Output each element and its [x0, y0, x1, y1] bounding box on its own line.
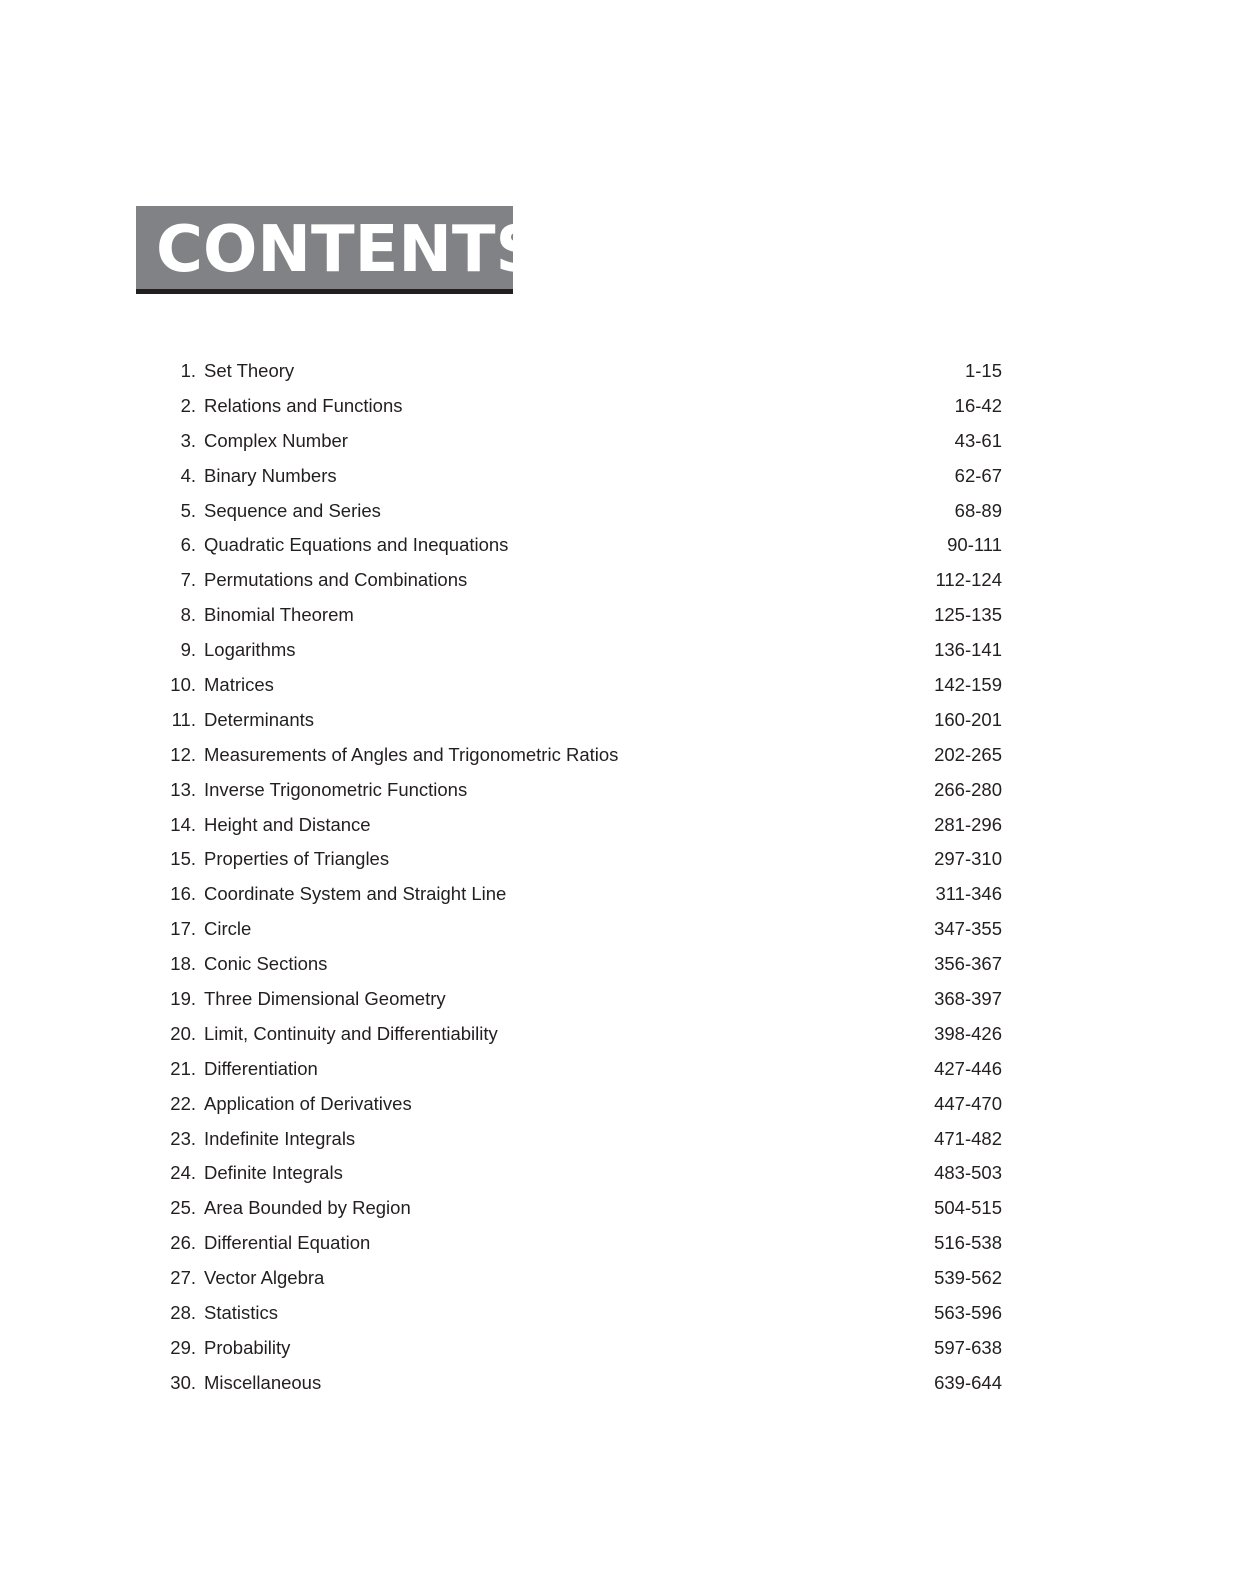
chapter-number: 26. [170, 1232, 196, 1254]
chapter-title: Binary Numbers [204, 464, 337, 486]
chapter-title: Quadratic Equations and Inequations [204, 534, 509, 556]
page-range: 297-310 [934, 848, 1002, 870]
page-range: 68-89 [954, 499, 1002, 521]
chapter-title: Differential Equation [204, 1232, 371, 1254]
chapter-number: 12. [170, 743, 196, 765]
toc-entry[interactable] [160, 354, 1002, 389]
page-range: 447-470 [934, 1092, 1002, 1114]
chapter-title: Permutations and Combinations [204, 569, 468, 591]
chapter-title: Complex Number [204, 429, 348, 451]
toc-entry[interactable] [160, 1366, 1002, 1401]
toc-entry[interactable] [160, 982, 1002, 1017]
toc-entry[interactable] [160, 703, 1002, 738]
page-range: 398-426 [934, 1022, 1002, 1044]
page-range: 1-15 [964, 360, 1002, 381]
page-range: 160-201 [934, 708, 1002, 730]
chapter-title: Determinants [204, 708, 315, 730]
toc-entry[interactable] [160, 1331, 1002, 1366]
chapter-number: 6. [180, 534, 196, 556]
page-range: 471-482 [934, 1127, 1002, 1149]
toc-entry[interactable] [160, 494, 1002, 529]
page-range: 62-67 [954, 464, 1002, 486]
chapter-number: 10. [170, 674, 196, 696]
page-range: 202-265 [934, 743, 1002, 765]
page-range: 90-111 [947, 534, 1002, 556]
chapter-title: Height and Distance [204, 813, 371, 835]
chapter-number: 29. [170, 1336, 196, 1358]
toc-entry[interactable] [160, 389, 1002, 424]
toc-entry[interactable] [160, 459, 1002, 494]
chapter-number: 19. [170, 988, 196, 1010]
chapter-title: Indefinite Integrals [204, 1127, 356, 1149]
toc-entry[interactable] [160, 842, 1002, 877]
chapter-number: 16. [170, 883, 196, 905]
toc-entry[interactable] [160, 1191, 1002, 1226]
chapter-title: Binomial Theorem [204, 604, 354, 626]
toc-entry[interactable] [160, 1122, 1002, 1157]
toc-entry[interactable] [160, 1156, 1002, 1191]
toc-entry[interactable] [160, 528, 1002, 563]
chapter-title: Statistics [204, 1302, 279, 1324]
toc-entry[interactable] [160, 912, 1002, 947]
chapter-number: 3. [180, 429, 196, 451]
chapter-title: Inverse Trigonometric Functions [204, 778, 468, 800]
chapter-number: 2. [180, 394, 196, 416]
page-range: 483-503 [934, 1162, 1002, 1184]
chapter-number: 4. [180, 464, 196, 486]
chapter-title: Logarithms [204, 639, 296, 661]
toc-entry[interactable] [160, 1261, 1002, 1296]
page-range: 112-124 [935, 569, 1002, 591]
toc-entry[interactable] [160, 563, 1002, 598]
chapter-title: Measurements of Angles and Trigonometric Ratios [204, 743, 619, 765]
chapter-number: 28. [170, 1302, 196, 1324]
page-range: 347-355 [934, 918, 1002, 940]
page-range: 504-515 [934, 1197, 1002, 1219]
chapter-number: 7. [180, 569, 196, 591]
page-range: 539-562 [934, 1267, 1002, 1289]
chapter-number: 13. [170, 778, 196, 800]
page-range: 43-61 [954, 429, 1002, 451]
chapter-title: Application of Derivatives [204, 1092, 412, 1114]
page-range: 563-596 [934, 1302, 1002, 1324]
chapter-number: 24. [170, 1162, 196, 1184]
chapter-number: 8. [180, 604, 196, 626]
chapter-title: Coordinate System and Straight Line [204, 883, 507, 905]
toc-entry[interactable] [160, 808, 1002, 843]
page-title: CONTENTS [156, 213, 542, 287]
chapter-number: 5. [180, 499, 196, 521]
toc-entry[interactable] [160, 1087, 1002, 1122]
chapter-title: Circle [204, 918, 252, 940]
chapter-title: Conic Sections [204, 953, 328, 975]
toc-entry[interactable] [160, 773, 1002, 808]
page-range: 281-296 [934, 813, 1002, 835]
page-range: 368-397 [934, 988, 1002, 1010]
page-range: 125-135 [934, 604, 1002, 626]
chapter-number: 17. [170, 918, 196, 940]
page-range: 16-42 [954, 394, 1002, 416]
chapter-title: Properties of Triangles [204, 848, 390, 870]
page-range: 136-141 [934, 639, 1002, 661]
toc-entry[interactable] [160, 668, 1002, 703]
toc-entry[interactable] [160, 424, 1002, 459]
chapter-number: 23. [170, 1127, 196, 1149]
chapter-title: Set Theory [204, 360, 295, 381]
toc-entry[interactable] [160, 633, 1002, 668]
toc-entry[interactable] [160, 947, 1002, 982]
chapter-title: Vector Algebra [204, 1267, 325, 1289]
chapter-title: Sequence and Series [204, 499, 381, 521]
chapter-title: Matrices [204, 674, 274, 696]
toc-entry[interactable] [160, 598, 1002, 633]
chapter-title: Relations and Functions [204, 394, 403, 416]
page-range: 266-280 [934, 778, 1002, 800]
page-range: 597-638 [934, 1336, 1002, 1358]
chapter-title: Differentiation [204, 1057, 318, 1079]
contents-heading-box [136, 206, 542, 294]
chapter-title: Area Bounded by Region [204, 1197, 411, 1219]
page-range: 639-644 [934, 1371, 1002, 1393]
page-range: 356-367 [934, 953, 1002, 975]
chapter-number: 14. [170, 813, 196, 835]
chapter-title: Definite Integrals [204, 1162, 343, 1184]
chapter-title: Limit, Continuity and Differentiability [204, 1022, 498, 1044]
toc-entry[interactable] [160, 1226, 1002, 1261]
table-of-contents [160, 354, 1002, 1401]
toc-entry[interactable] [160, 1017, 1002, 1052]
toc-entry[interactable] [160, 738, 1002, 773]
toc-entry[interactable] [160, 877, 1002, 912]
chapter-number: 1. [180, 360, 196, 381]
chapter-number: 15. [170, 848, 196, 870]
chapter-number: 9. [180, 639, 196, 661]
chapter-number: 11. [171, 708, 196, 730]
chapter-number: 22. [170, 1092, 196, 1114]
toc-entry[interactable] [160, 1296, 1002, 1331]
chapter-number: 25. [170, 1197, 196, 1219]
chapter-title: Miscellaneous [204, 1371, 322, 1393]
chapter-title: Three Dimensional Geometry [204, 988, 446, 1010]
page-range: 516-538 [934, 1232, 1002, 1254]
chapter-number: 21. [170, 1057, 196, 1079]
page-range: 142-159 [934, 674, 1002, 696]
page-range: 311-346 [935, 883, 1002, 905]
toc-entry[interactable] [160, 1052, 1002, 1087]
chapter-number: 30. [170, 1371, 196, 1393]
chapter-number: 20. [170, 1022, 196, 1044]
chapter-title: Probability [204, 1336, 291, 1358]
chapter-number: 27. [170, 1267, 196, 1289]
page-range: 427-446 [934, 1057, 1002, 1079]
chapter-number: 18. [170, 953, 196, 975]
